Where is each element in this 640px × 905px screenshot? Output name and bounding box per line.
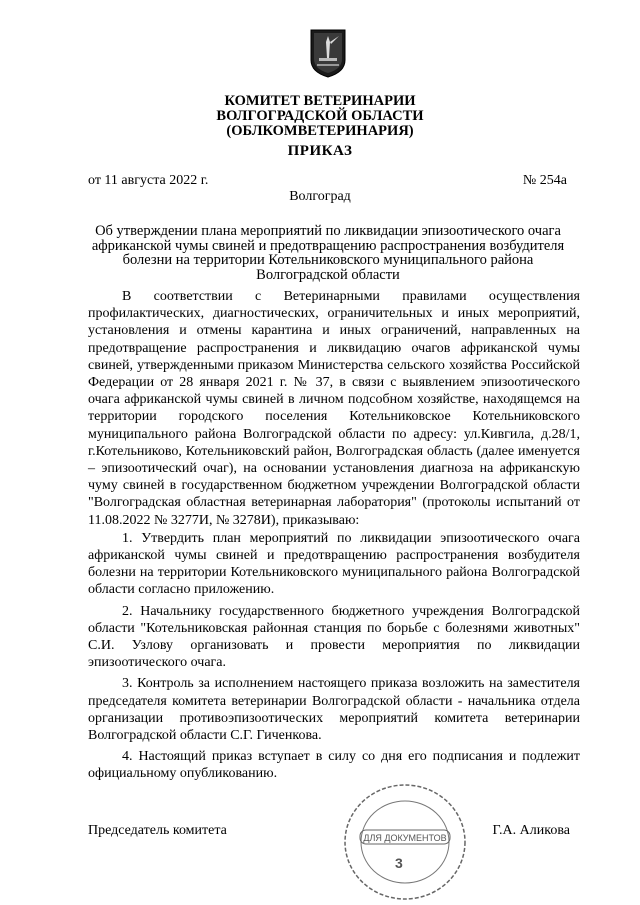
document-body (88, 288, 580, 787)
official-stamp (340, 780, 470, 905)
signer-name: Г.А. Аликова (492, 823, 570, 838)
document-number: № 254а (522, 173, 567, 188)
order-item-4: 4. Настоящий приказ вступает в силу со дня его подписания и подлежит официальному опубликованию. (88, 749, 580, 782)
organization-header (0, 94, 640, 139)
org-line-1: КОМИТЕТ ВЕТЕРИНАРИИ (224, 93, 416, 109)
document-type: ПРИКАЗ (287, 143, 353, 159)
org-line-3: (ОБЛКОМВЕТЕРИНАРИЯ) (226, 123, 414, 139)
preamble-paragraph: В соответствии с Ветеринарными правилами осуществления профилактических, диагностических, ограничительных и иных мероприятий, установления и отмены карантина и иных ограничений, направленных на предотвращение распространения и ликвидацию очагов африканской чумы свиней, утвержденными приказом Министерства сельского хозяйства Российской Федерации от 28 января 2021 г. № 37, в связи с выявлением эпизоотического очага африканской чумы свиней в личном подсобном хозяйстве, находящемся на территории городского поселения Котельниковское Котельниковского муниципального района Волгоградской области по адресу: ул.Кивгила, д.28/1, г.Котельниково, Котельниковский район, Волгоградская область (далее именуется – эпизоотический очаг), на основании установления диагноза на африканскую чуму свиней в государственном бюджетном учреждении Волгоградской области "Волгоградская областная ветеринарная лаборатория" (протоколы испытаний от 11.08.2022 № 3277И, № 3278И), приказываю: (88, 289, 580, 528)
org-line-2: ВОЛГОГРАДСКОЙ ОБЛАСТИ (216, 108, 424, 124)
order-item-3: 3. Контроль за исполнением настоящего приказа возложить на заместителя председателя комитета ветеринарии Волгоградской области - начальника отдела организации противоэпизоотических мероприятий комитета ветеринарии Волгоградской области С.Г. Гиченкова. (88, 676, 580, 744)
stamp-label: ДЛЯ ДОКУМЕНТОВ (363, 833, 447, 843)
coat-of-arms-icon (309, 28, 347, 78)
order-item-1: 1. Утвердить план мероприятий по ликвидации эпизоотического очага африканской чумы свиней и предотвращению распространения возбудителя болезни на территории Котельниковского муниципального района Волгоградской области согласно приложению. (88, 530, 580, 598)
order-item-2: 2. Начальнику государственного бюджетного учреждения Волгоградской области "Котельниковская районная станция по борьбе с болезнями животных" С.И. Узлову организовать и провести мероприятия по ликвидации эпизоотического очага. (88, 603, 580, 671)
stamp-number: 3 (395, 855, 403, 871)
document-date: от 11 августа 2022 г. (88, 173, 209, 188)
document-subject: Об утверждении плана мероприятий по ликвидации эпизоотического очага африканской чумы свиней и предотвращению распространения возбудителя болезни на территории Котельниковского муниципального района Волгоградской области (91, 223, 565, 283)
document-city: Волгоград (289, 189, 351, 204)
signer-title: Председатель комитета (88, 823, 227, 838)
